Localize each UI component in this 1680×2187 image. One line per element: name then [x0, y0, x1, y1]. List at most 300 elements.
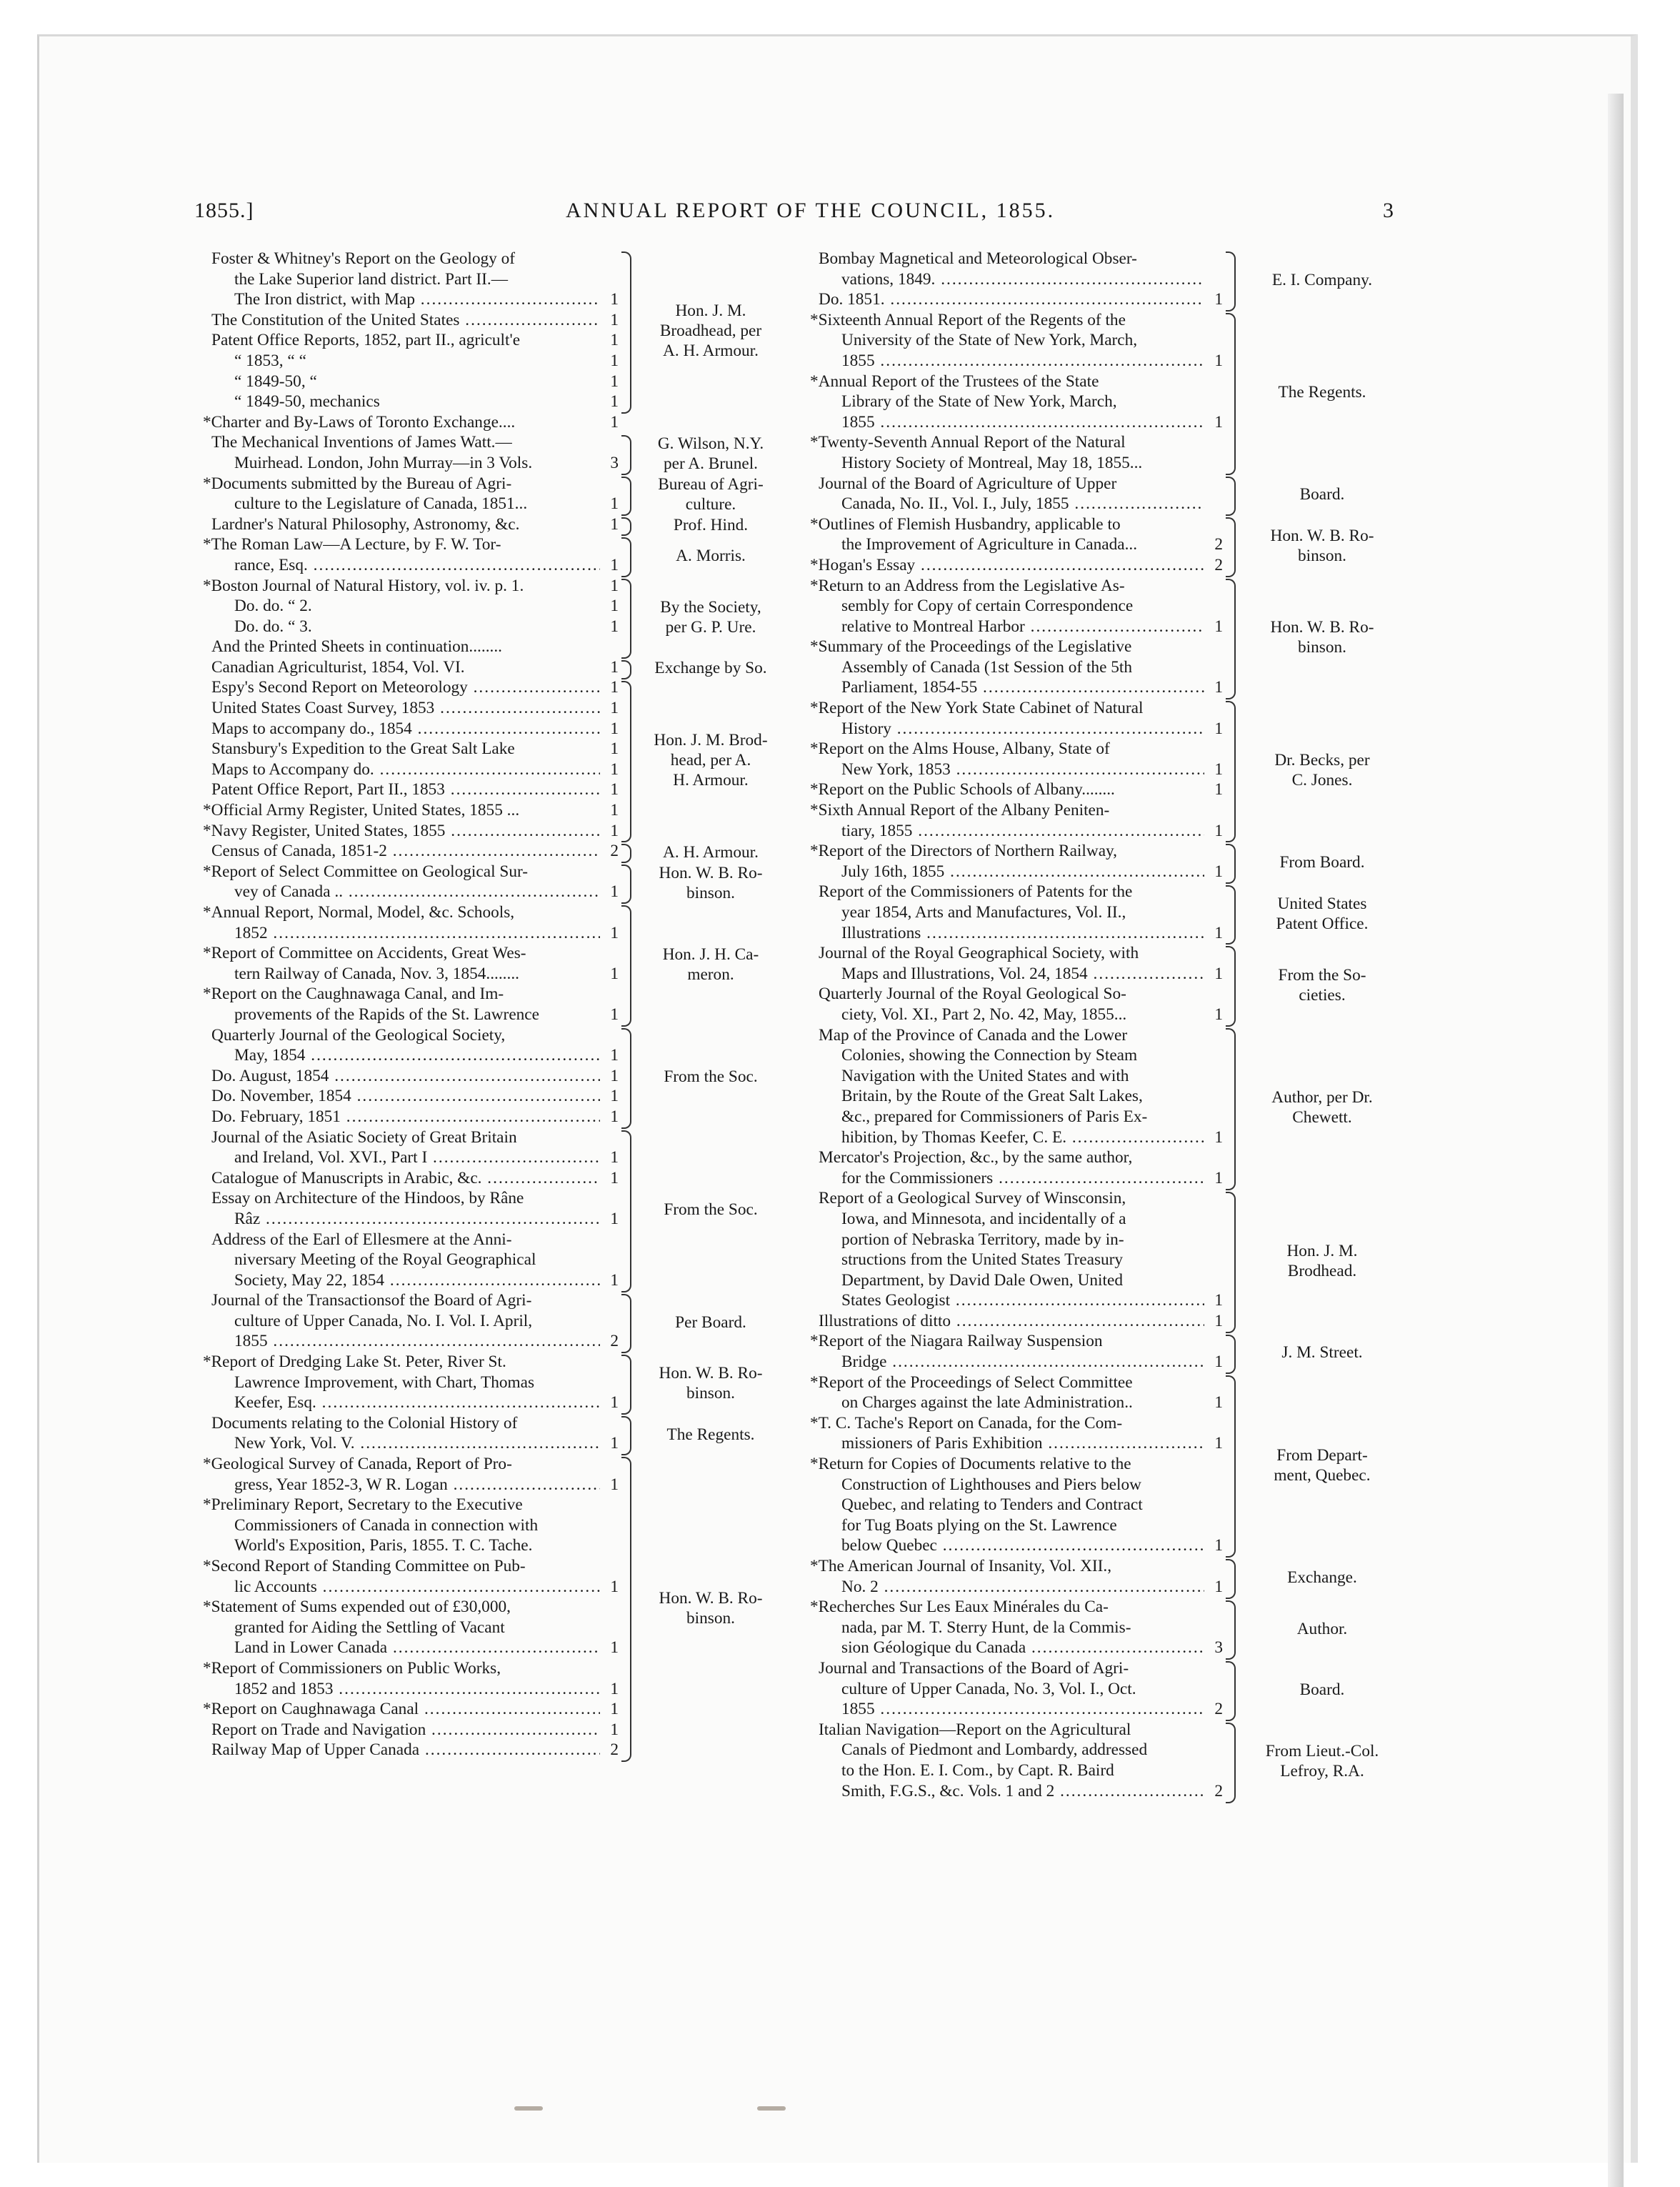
donor-name: From the Soc. [664, 1067, 758, 1087]
entry-volume-count: 1 [1214, 1005, 1223, 1024]
entry-volume-count: 1 [1214, 678, 1223, 697]
catalogue-entry-line [203, 943, 619, 964]
grouping-brace [1226, 701, 1236, 842]
entry-text: July 16th, 1855 ..... [819, 862, 1204, 882]
catalogue-entry-line [211, 1618, 619, 1638]
catalogue-entry-line [211, 1638, 619, 1658]
grouping-brace [1226, 1661, 1236, 1721]
entry-volume-count: 1 [1214, 821, 1223, 840]
catalogue-entry-line [203, 1658, 619, 1679]
entry-text: *Documents submitted by the Bureau of Agri- [203, 474, 512, 493]
entry-text: nada, par M. T. Sterry Hunt, de la Commis- [841, 1618, 1131, 1637]
entry-volume-count: 1 [610, 331, 619, 350]
entry-text: “ 1849-50, mechanics [234, 392, 380, 412]
donor-name: Prof. Hind. [673, 516, 749, 535]
catalogue-entry-line [211, 1107, 619, 1127]
entry-text: Quarterly Journal of the Royal Geological So- [819, 985, 1126, 1004]
catalogue-entry-line [819, 1781, 1223, 1802]
catalogue-entry-line [819, 392, 1223, 412]
catalogue-entry-line [819, 1311, 1223, 1332]
catalogue-entry-line [819, 1740, 1223, 1760]
entry-text: Journal of the Asiatic Society of Great Britain [211, 1127, 517, 1147]
catalogue-entry-line [211, 1475, 619, 1495]
entry-volume-count: 1 [610, 1209, 619, 1228]
entry-text: Railway Map of Upper Canada ..... [211, 1740, 600, 1760]
entry-text: Land in Lower Canada ..... [211, 1638, 600, 1658]
catalogue-entry-line [211, 1250, 619, 1270]
entry-volume-count: 1 [610, 1638, 619, 1658]
entry-volume-count: 2 [610, 1332, 619, 1351]
donor-name: J. M. Street. [1281, 1343, 1363, 1362]
grouping-brace [1226, 1335, 1236, 1374]
entry-volume-count: 1 [1214, 290, 1223, 309]
entry-volume-count: 1 [610, 290, 619, 309]
catalogue-entry-line [810, 372, 1223, 392]
entry-volume-count: 1 [1214, 617, 1223, 636]
entry-text: *Annual Report of the Trustees of the State [810, 372, 1099, 391]
catalogue-entry-line [819, 351, 1223, 372]
entry-volume-count: 2 [1214, 1700, 1223, 1719]
donor-name: Bureau of Agri- culture. [658, 475, 764, 514]
entry-volume-count: 2 [1214, 535, 1223, 554]
catalogue-entry-line [211, 1331, 619, 1352]
entry-volume-count: 1 [610, 801, 619, 820]
entry-text: *The American Journal of Insanity, Vol. XII., [810, 1557, 1112, 1575]
catalogue-entry-line [819, 494, 1223, 514]
donor-name: Hon. J. M. Broadhead, per A. H. Armour. [659, 302, 762, 361]
entry-text: *Report of Commissioners on Public Works, [203, 1658, 501, 1678]
catalogue-entry-line [203, 800, 619, 821]
entry-volume-count: 1 [610, 1393, 619, 1413]
entry-volume-count: 1 [1214, 1577, 1223, 1596]
grouping-brace [1226, 517, 1236, 577]
entry-text: for the Commissioners ..... [819, 1168, 1204, 1189]
catalogue-entry-line [819, 1250, 1223, 1270]
entry-text: Parliament, 1854-55 ..... [819, 677, 1204, 698]
catalogue-entry-line [211, 1147, 619, 1168]
donor-name: From Depart- ment, Quebec. [1274, 1445, 1371, 1485]
entry-text: Report of a Geological Survey of Winsconsin, [819, 1189, 1126, 1208]
catalogue-entry-line [819, 1495, 1223, 1515]
catalogue-entry-line [810, 514, 1223, 535]
entry-text: Do. do. “ 2. [234, 597, 312, 616]
catalogue-entry-line [819, 1618, 1223, 1638]
grouping-brace [1226, 946, 1236, 1026]
entry-volume-count: 1 [610, 719, 619, 738]
catalogue-entry-line [819, 453, 1223, 474]
entry-volume-count: 1 [1214, 923, 1223, 942]
entry-volume-count: 1 [610, 617, 619, 636]
catalogue-entry-line [211, 289, 619, 310]
entry-text: The Iron district, with Map ..... [211, 289, 600, 310]
entry-text: University of the State of New York, March, [841, 331, 1138, 350]
entry-volume-count: 1 [610, 1107, 619, 1126]
entry-text: Râz ..... [211, 1209, 600, 1230]
entry-volume-count: 1 [610, 1148, 619, 1167]
entry-text: *Outlines of Flemish Husbandry, applicable to [810, 514, 1121, 534]
catalogue-entry-line [203, 902, 619, 923]
entry-text: *Report of the New York State Cabinet of Natural [810, 699, 1144, 718]
entry-text: Canada, No. II., Vol. I., July, 1855 ..... [819, 494, 1204, 514]
catalogue-entry-line [819, 923, 1223, 944]
entry-text: Maps to Accompany do. ..... [211, 759, 600, 780]
entry-text: niversary Meeting of the Royal Geographical [234, 1250, 536, 1270]
catalogue-entry-line [211, 698, 619, 719]
catalogue-entry-line [819, 1230, 1223, 1250]
catalogue-entry-line [819, 1535, 1223, 1556]
catalogue-entry-line [211, 1433, 619, 1454]
entry-volume-count: 1 [610, 1066, 619, 1085]
entry-volume-count: 1 [610, 597, 619, 616]
donor-name: Hon. W. B. Ro- binson. [659, 863, 763, 902]
entry-text: *Report on the Alms House, Albany, State of [810, 739, 1110, 759]
donor-name: Dr. Becks, per C. Jones. [1274, 751, 1370, 790]
catalogue-entry-line [819, 719, 1223, 739]
entry-text: *Sixteenth Annual Report of the Regents of the [810, 310, 1126, 329]
catalogue-entry-line [819, 412, 1223, 433]
entry-text: Do. November, 1854 ..... [211, 1086, 600, 1107]
entry-volume-count: 1 [1214, 862, 1223, 881]
catalogue-entry-line [211, 1311, 619, 1332]
scan-mark [757, 2106, 786, 2111]
catalogue-entry-line [203, 821, 619, 842]
entry-text: *Report of Select Committee on Geological Sur- [203, 862, 529, 881]
entry-volume-count: 1 [1214, 780, 1223, 799]
entry-text: *Annual Report, Normal, Model, &c. Schools, [203, 903, 515, 922]
grouping-brace [1226, 579, 1236, 700]
entry-text: Lardner's Natural Philosophy, Astronomy, &c. [211, 514, 520, 534]
catalogue-entry-line [211, 637, 619, 657]
entry-text: hibition, by Thomas Keefer, C. E. ..... [819, 1127, 1204, 1148]
entry-text: for Tug Boats plying on the St. Lawrence [841, 1515, 1117, 1535]
catalogue-entry-line [211, 1679, 619, 1700]
entry-text: Do. August, 1854 ..... [211, 1066, 600, 1087]
donor-name: Per Board. [675, 1312, 746, 1332]
entry-text: *Second Report of Standing Committee on Pub- [203, 1557, 526, 1575]
donor-name: Hon. W. B. Ro- binson. [659, 1588, 763, 1628]
donor-name: By the Society, per G. P. Ure. [660, 597, 761, 637]
entry-text: New York, 1853 ..... [819, 759, 1204, 780]
entry-text: portion of Nebraska Territory, made by in- [841, 1230, 1124, 1249]
catalogue-entry-line [211, 1127, 619, 1148]
entry-volume-count: 1 [610, 780, 619, 799]
catalogue-entry-line [819, 1515, 1223, 1536]
entry-text: History ..... [819, 719, 1204, 739]
catalogue-entry-line [819, 1066, 1223, 1087]
entry-text: Muirhead. London, John Murray—in 3 Vols. [234, 453, 533, 472]
donor-name: Exchange. [1287, 1568, 1357, 1587]
grouping-brace [1226, 477, 1236, 516]
entry-text: Journal of the Board of Agriculture of Upper [819, 474, 1117, 493]
entry-text: Documents relating to the Colonial History of [211, 1413, 518, 1433]
entry-volume-count: 1 [1214, 964, 1223, 983]
catalogue-entry-line [211, 1270, 619, 1291]
catalogue-entry-line [810, 432, 1223, 453]
entry-volume-count: 2 [1214, 1781, 1223, 1800]
donor-name: Board. [1299, 1680, 1345, 1700]
entry-text: Foster & Whitney's Report on the Geology of [211, 249, 515, 268]
catalogue-entry-line [211, 1577, 619, 1598]
catalogue-entry-line [211, 1393, 619, 1413]
catalogue-entry-line [819, 964, 1223, 985]
entry-volume-count: 1 [610, 392, 619, 412]
entry-text: Canadian Agriculturist, 1854, Vol. VI. [211, 657, 465, 677]
grouping-brace [621, 1457, 631, 1762]
page-edge [1608, 94, 1624, 2187]
entry-volume-count: 1 [610, 882, 619, 902]
catalogue-entry-line [211, 555, 619, 576]
entry-text: Address of the Earl of Ellesmere at the Anni- [211, 1230, 512, 1249]
entry-text: Espy's Second Report on Meteorology ..... [211, 677, 600, 698]
catalogue-entry-line [211, 657, 619, 678]
donor-name: Author, per Dr. Chewett. [1271, 1088, 1373, 1127]
catalogue-entry-line [203, 862, 619, 882]
grouping-brace [621, 865, 631, 904]
entry-text: *Report of Committee on Accidents, Great Wes- [203, 944, 526, 963]
catalogue-entry-line [819, 1209, 1223, 1230]
catalogue-entry-line [211, 432, 619, 453]
donor-name: Hon. J. M. Brodhead. [1286, 1241, 1358, 1280]
grouping-brace [621, 1355, 631, 1415]
entry-volume-count: 1 [610, 964, 619, 983]
catalogue-entry-line [819, 1005, 1223, 1025]
entry-text: *Summary of the Proceedings of the Legislative [810, 637, 1132, 657]
entry-volume-count: 1 [610, 1475, 619, 1494]
entry-volume-count: 1 [610, 351, 619, 370]
entry-text: Journal of the Transactionsof the Board of Agri- [211, 1291, 532, 1310]
grouping-brace [621, 477, 631, 516]
catalogue-entry-line [211, 310, 619, 331]
entry-volume-count: 1 [1214, 1291, 1223, 1310]
catalogue-entry-line [810, 1331, 1223, 1352]
entry-text: Iowa, and Minnesota, and incidentally of a [841, 1209, 1126, 1228]
entry-text: *Report of Dredging Lake St. Peter, River St. [203, 1352, 506, 1372]
catalogue-entry-line [203, 1454, 619, 1475]
entry-volume-count: 1 [1214, 412, 1223, 432]
grouping-brace [621, 1294, 631, 1354]
catalogue-entry-line [819, 617, 1223, 637]
entry-text: *Report of the Proceedings of Select Committee [810, 1373, 1133, 1392]
entry-text: tiary, 1855 ..... [819, 821, 1204, 842]
donor-name: From Lieut.-Col. Lefroy, R.A. [1265, 1742, 1379, 1781]
entry-text: ciety, Vol. XI., Part 2, No. 42, May, 1855... [841, 1005, 1127, 1024]
entry-text: below Quebec ..... [819, 1535, 1204, 1556]
entry-text: Catalogue of Manuscripts in Arabic, &c. ..... [211, 1168, 600, 1189]
entry-text: And the Printed Sheets in continuation........ [211, 637, 503, 657]
donor-name: From Board. [1279, 853, 1365, 872]
entry-text: Maps to accompany do., 1854 ..... [211, 719, 600, 739]
donor-name: The Regents. [1278, 383, 1366, 402]
entry-text: States Geologist ..... [819, 1290, 1204, 1311]
catalogue-entry-line [211, 1515, 619, 1536]
entry-volume-count: 1 [610, 310, 619, 329]
catalogue-entry-line [819, 821, 1223, 842]
catalogue-entry-line [211, 596, 619, 617]
entry-text: Census of Canada, 1851-2 ..... [211, 841, 600, 862]
catalogue-entry-line [211, 351, 619, 372]
entry-text: 1852 ..... [211, 923, 600, 944]
entry-text: vations, 1849. ..... [819, 269, 1204, 290]
catalogue-entry-line [211, 1740, 619, 1760]
catalogue-entry-line [819, 862, 1223, 882]
left-column [203, 249, 619, 1760]
grouping-brace [1226, 313, 1236, 475]
entry-text: Commissioners of Canada in connection with [234, 1515, 539, 1535]
catalogue-entry-line [211, 1230, 619, 1250]
catalogue-entry-line [211, 1373, 619, 1393]
entry-text: Maps and Illustrations, Vol. 24, 1854 ..... [819, 964, 1204, 985]
entry-text: culture to the Legislature of Canada, 1851... [234, 494, 528, 514]
entry-volume-count: 1 [610, 657, 619, 677]
entry-text: provements of the Rapids of the St. Lawrence [234, 1005, 539, 1024]
scan-mark [514, 2106, 543, 2111]
catalogue-entry-line [203, 1597, 619, 1618]
catalogue-entry-line [819, 474, 1223, 494]
catalogue-entry-line [203, 412, 619, 433]
donor-name: Board. [1299, 485, 1345, 504]
catalogue-entry-line [203, 534, 619, 555]
catalogue-entry-line [819, 249, 1223, 269]
entry-text: and Ireland, Vol. XVI., Part I ..... [211, 1147, 600, 1168]
entry-text: Bridge ..... [819, 1352, 1204, 1373]
entry-text: structions from the United States Treasury [841, 1250, 1124, 1270]
entry-text: *Navy Register, United States, 1855 ..... [203, 821, 600, 842]
donor-name: Hon. W. B. Ro- binson. [1270, 618, 1374, 657]
entry-volume-count: 1 [610, 1005, 619, 1024]
entry-volume-count: 1 [610, 1270, 619, 1290]
catalogue-entry-line [810, 1454, 1223, 1475]
entry-text: lic Accounts ..... [211, 1577, 600, 1598]
entry-volume-count: 1 [1214, 1352, 1223, 1372]
entry-text: *Geological Survey of Canada, Report of Pro- [203, 1455, 512, 1474]
catalogue-entry-line [211, 249, 619, 269]
entry-volume-count: 1 [610, 923, 619, 942]
catalogue-entry-line [211, 1005, 619, 1025]
entry-text: *Sixth Annual Report of the Albany Peniten- [810, 801, 1110, 820]
catalogue-entry-line [810, 576, 1223, 597]
catalogue-entry-line [211, 1290, 619, 1311]
donor-name: A. H. Armour. [663, 842, 759, 862]
entry-text: missioners of Paris Exhibition ..... [819, 1433, 1204, 1454]
entry-text: relative to Montreal Harbor ..... [819, 617, 1204, 637]
entry-text: History Society of Montreal, May 18, 1855... [841, 453, 1143, 472]
catalogue-entry-line [819, 1679, 1223, 1700]
catalogue-entry-line [819, 1638, 1223, 1658]
grouping-brace [621, 579, 631, 659]
catalogue-entry-line [211, 1066, 619, 1087]
entry-volume-count: 1 [610, 372, 619, 391]
donor-name: E. I. Company. [1271, 270, 1373, 289]
entry-volume-count: 1 [610, 821, 619, 840]
donor-name: From the So- cieties. [1278, 965, 1366, 1005]
catalogue-entry-line [819, 1188, 1223, 1209]
catalogue-entry-line [211, 1413, 619, 1434]
catalogue-entry-line [819, 289, 1223, 310]
catalogue-entry-line [211, 269, 619, 290]
catalogue-entry-line [211, 330, 619, 351]
catalogue-entry-line [819, 269, 1223, 290]
entry-text: Mercator's Projection, &c., by the same author, [819, 1148, 1133, 1167]
entry-text: *Preliminary Report, Secretary to the Executive [203, 1495, 523, 1515]
entry-text: 1855 ..... [819, 1699, 1204, 1720]
entry-volume-count: 1 [1214, 1536, 1223, 1555]
donor-name: Exchange by So. [654, 659, 767, 678]
header-title: ANNUAL REPORT OF THE COUNCIL, 1855. [566, 199, 1056, 222]
header-year: 1855.] [194, 199, 254, 222]
catalogue-entry-line [810, 310, 1223, 331]
entry-text: to the Hon. E. I. Com., by Capt. R. Baird [841, 1760, 1114, 1780]
catalogue-entry-line [211, 739, 619, 759]
grouping-brace [621, 1130, 631, 1292]
catalogue-entry-line [819, 759, 1223, 780]
entry-text: *Report on the Public Schools of Albany........ [810, 780, 1115, 799]
donor-name: Hon. W. B. Ro- binson. [659, 1364, 763, 1403]
entry-text: year 1854, Arts and Manufactures, Vol. II., [841, 903, 1126, 922]
entry-text: the Lake Superior land district. Part II.— [234, 269, 508, 289]
entry-text: Journal and Transactions of the Board of Agri- [819, 1658, 1129, 1678]
catalogue-entry-line [819, 1393, 1223, 1413]
grouping-brace [1226, 885, 1236, 945]
entry-volume-count: 1 [610, 514, 619, 534]
entry-volume-count: 1 [610, 739, 619, 759]
catalogue-entry-line [211, 882, 619, 902]
catalogue-entry-line [819, 1433, 1223, 1454]
entry-volume-count: 1 [1214, 1311, 1223, 1330]
catalogue-entry-line [211, 617, 619, 637]
grouping-brace [1226, 1559, 1236, 1598]
donor-name: From the Soc. [664, 1200, 758, 1220]
catalogue-entry-line [203, 1699, 619, 1720]
entry-text: Illustrations of ditto ..... [819, 1311, 1204, 1332]
catalogue-entry-line [819, 330, 1223, 351]
donor-name: Hon. W. B. Ro- binson. [1270, 526, 1374, 565]
catalogue-entry-line [819, 1147, 1223, 1168]
entry-volume-count: 1 [610, 1577, 619, 1596]
entry-text: Construction of Lighthouses and Piers below [841, 1475, 1141, 1494]
catalogue-entry-line [810, 637, 1223, 657]
entry-text: Quarterly Journal of the Geological Society, [211, 1025, 506, 1045]
entry-volume-count: 2 [610, 1740, 619, 1760]
grouping-brace [621, 1416, 631, 1455]
catalogue-entry-line [211, 841, 619, 862]
catalogue-entry-line [819, 1107, 1223, 1127]
entry-text: Smith, F.G.S., &c. Vols. 1 and 2 ..... [819, 1781, 1204, 1802]
entry-text: Italian Navigation—Report on the Agricultural [819, 1720, 1131, 1739]
donor-name: G. Wilson, N.Y. per A. Brunel. [657, 434, 764, 473]
donor-name: Author. [1296, 1619, 1348, 1638]
entry-text: *Official Army Register, United States, 1855 ... [203, 801, 520, 820]
entry-text: Keefer, Esq. ..... [211, 1393, 600, 1413]
entry-text: Do. February, 1851 ..... [211, 1107, 600, 1127]
catalogue-entry-line [203, 576, 619, 597]
catalogue-entry-line [819, 984, 1223, 1005]
entry-text: *Twenty-Seventh Annual Report of the Natural [810, 433, 1126, 452]
entry-text: Society, May 22, 1854 ..... [211, 1270, 600, 1291]
entry-volume-count: 1 [610, 699, 619, 718]
entry-text: gress, Year 1852-3, W R. Logan ..... [211, 1475, 600, 1495]
catalogue-entry-line [211, 494, 619, 514]
catalogue-entry-line [211, 923, 619, 944]
entry-text: No. 2 ..... [819, 1577, 1204, 1598]
grouping-brace [621, 435, 631, 474]
grouping-brace [621, 1028, 631, 1129]
entry-text: “ 1853, “ “ [234, 351, 306, 370]
entry-text: Journal of the Royal Geographical Society, with [819, 944, 1139, 963]
catalogue-entry-line [819, 1290, 1223, 1311]
entry-text: &c., prepared for Commissioners of Paris Ex- [841, 1107, 1148, 1126]
grouping-brace [1226, 1028, 1236, 1190]
entry-text: granted for Aiding the Settling of Vacant [234, 1618, 505, 1637]
